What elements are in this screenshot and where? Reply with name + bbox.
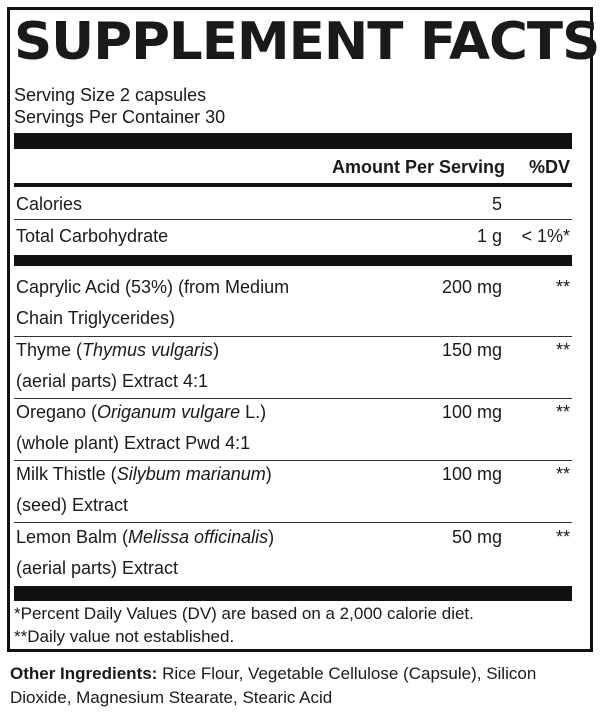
footnote-not-established: **Daily value not established.	[14, 627, 235, 646]
ingredient-amount: 100 mg	[441, 402, 502, 422]
panel-title: SUPPLEMENT FACTS	[14, 12, 600, 72]
thick-divider	[14, 255, 572, 266]
ingredient-dv: **	[555, 464, 570, 484]
ingredient-name: Oregano (Origanum vulgare L.)	[16, 402, 267, 422]
other-ingredients-label: Other Ingredients:	[10, 664, 158, 683]
ingredient-name: Lemon Balm (Melissa officinalis)	[16, 527, 275, 547]
medium-divider	[14, 183, 572, 187]
ingredient-row	[14, 397, 572, 459]
ingredient-description: (seed) Extract	[16, 495, 129, 515]
ingredient-description: Chain Triglycerides)	[16, 308, 176, 328]
ingredient-name: Caprylic Acid (53%) (from Medium	[16, 277, 290, 297]
nutrient-amount: 5	[491, 194, 502, 214]
ingredient-amount: 50 mg	[451, 527, 502, 547]
ingredient-description: (aerial parts) Extract 4:1	[16, 371, 209, 391]
ingredient-amount: 200 mg	[441, 277, 502, 297]
ingredient-name: Thyme (Thymus vulgaris)	[16, 340, 220, 360]
ingredient-dv: **	[555, 277, 570, 297]
thick-divider	[14, 586, 572, 601]
amount-per-serving-header: Amount Per Serving	[331, 157, 505, 177]
ingredient-row	[14, 335, 572, 397]
thick-divider	[14, 133, 572, 149]
ingredient-amount: 150 mg	[441, 340, 502, 360]
ingredient-row	[14, 522, 572, 584]
ingredient-description: (aerial parts) Extract	[16, 558, 179, 578]
ingredient-dv: **	[555, 527, 570, 547]
ingredient-dv: **	[555, 340, 570, 360]
ingredient-amount: 100 mg	[441, 464, 502, 484]
nutrient-dv: < 1%*	[521, 226, 570, 246]
footnote-dv: *Percent Daily Values (DV) are based on a 2,000 calorie diet.	[14, 604, 474, 623]
nutrient-name: Total Carbohydrate	[16, 226, 169, 246]
nutrient-name: Calories	[16, 194, 83, 214]
ingredient-description: (whole plant) Extract Pwd 4:1	[16, 433, 251, 453]
nutrient-amount: 1 g	[476, 226, 502, 246]
servings-per-container: Servings Per Container 30	[14, 107, 226, 127]
ingredient-row	[14, 459, 572, 521]
serving-size: Serving Size 2 capsules	[14, 85, 207, 105]
dv-header: %DV	[528, 157, 570, 177]
other-ingredients: Other Ingredients: Rice Flour, Vegetable Cellulose (Capsule), Silicon Dioxide, Magnesium Stearate, Stearic Acid	[10, 664, 537, 707]
ingredient-name: Milk Thistle (Silybum marianum)	[16, 464, 272, 484]
ingredient-row	[14, 272, 572, 334]
ingredient-dv: **	[555, 402, 570, 422]
